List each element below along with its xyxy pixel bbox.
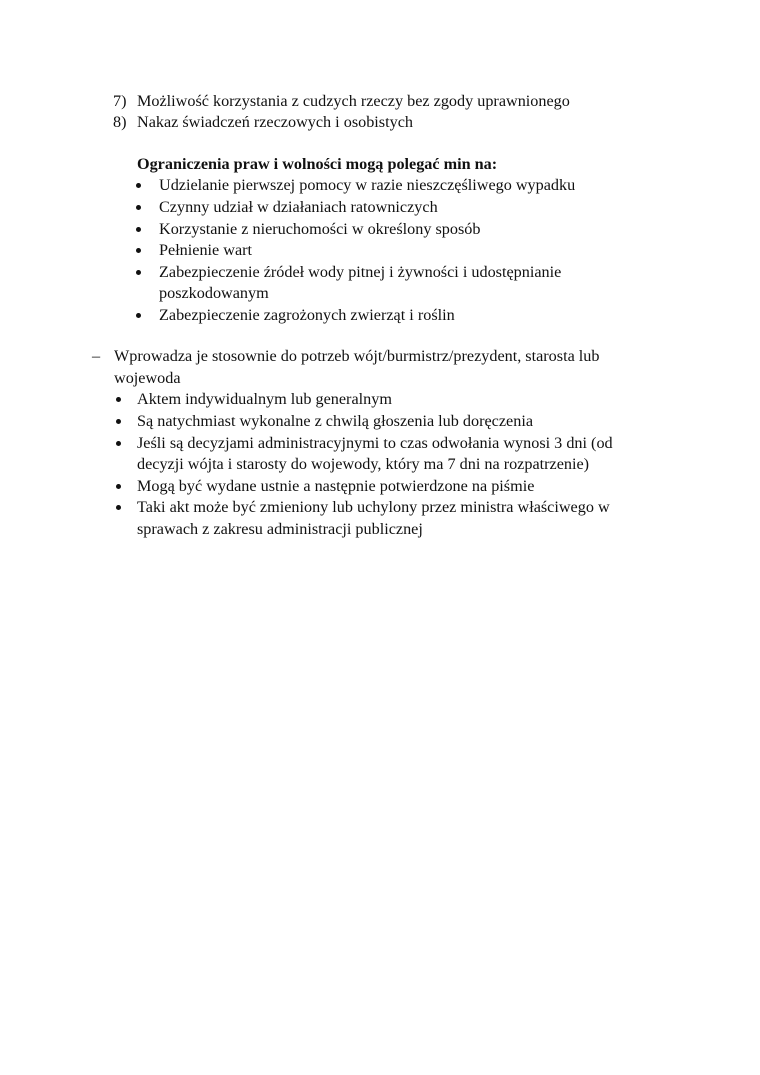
- list-item-text: Jeśli są decyzjami administracyjnymi to czas odwołania wynosi 3 dni (od: [137, 434, 613, 452]
- bullet-icon: [116, 397, 121, 402]
- list-item-text: Korzystanie z nieruchomości w określony sposób: [159, 220, 481, 238]
- item-number: 7): [113, 92, 127, 110]
- item-number: 8): [113, 113, 127, 131]
- list-item-text: Czynny udział w działaniach ratowniczych: [159, 198, 438, 216]
- bullet-icon: [116, 484, 121, 489]
- list-item-text: decyzji wójta i starosty do wojewody, który ma 7 dni na rozpatrzenie): [137, 455, 590, 473]
- list-item-text: Pełnienie wart: [159, 241, 253, 259]
- list-item-text: Są natychmiast wykonalne z chwilą głoszenia lub doręczenia: [137, 412, 534, 430]
- dash-marker: –: [92, 347, 101, 365]
- list-item-text: poszkodowanym: [159, 284, 269, 302]
- list-item-text: sprawach z zakresu administracji publicznej: [137, 520, 423, 538]
- bullet-icon: [116, 419, 121, 424]
- bullet-icon: [116, 441, 121, 446]
- bullet-icon: [116, 505, 121, 510]
- list-item-text: Aktem indywidualnym lub generalnym: [137, 390, 392, 408]
- bullet-icon: [136, 205, 141, 210]
- list-item-text: Mogą być wydane ustnie a następnie potwierdzone na piśmie: [137, 477, 535, 495]
- list-item-text: Taki akt może być zmieniony lub uchylony przez ministra właściwego w: [137, 498, 610, 516]
- bullet-icon: [136, 270, 141, 275]
- list-item-text: Zabezpieczenie zagrożonych zwierząt i roślin: [159, 306, 455, 324]
- list-item-text: Zabezpieczenie źródeł wody pitnej i żywności i udostępnianie: [159, 263, 562, 281]
- bullet-icon: [136, 313, 141, 318]
- item-text: Możliwość korzystania z cudzych rzeczy bez zgody uprawnionego: [137, 92, 570, 110]
- bullet-icon: [136, 227, 141, 232]
- item-text: Nakaz świadczeń rzeczowych i osobistych: [137, 113, 413, 131]
- document-page: 7) Możliwość korzystania z cudzych rzeczy bez zgody uprawnionego 8) Nakaz świadczeń rzeczowych i osobistych Ograniczenia praw i wolności mogą polegać min na: Udzielanie pierwszej pomocy w razie nieszczęśliwego wypadku Czynny udział w działaniach ratowniczych Korzystanie z nieruchomości w określony sposób Pełnienie wart Zabezpieczenie źródeł wody pitnej i żywności i udostępnianie poszkodowanym Zabezpieczenie zagrożonych zwierząt i roślin – Wprowadza je stosownie do potrzeb wójt/burmistrz/prezydent, starosta lub wojewoda Aktem indywidualnym lub generalnym Są natychmiast wykonalne z chwilą głoszenia lub doręczenia Jeśli są decyzjami administracyjnymi to czas odwołania wynosi 3 dni (od decyzji wójta i starosty do wojewody, który ma 7 dni na rozpatrzenie) Mogą być wydane ustnie a następnie potwierdzone na piśmie Taki akt może być zmieniony lub uchylony przez ministra właściwego w sprawach z zakresu administracji publicznej: [92, 92, 613, 538]
- introduction-text: Wprowadza je stosownie do potrzeb wójt/burmistrz/prezydent, starosta lub: [114, 347, 600, 365]
- bullet-icon: [136, 183, 141, 188]
- bullet-icon: [136, 248, 141, 253]
- introduction-text: wojewoda: [114, 369, 181, 387]
- list-item-text: Udzielanie pierwszej pomocy w razie nieszczęśliwego wypadku: [159, 176, 576, 194]
